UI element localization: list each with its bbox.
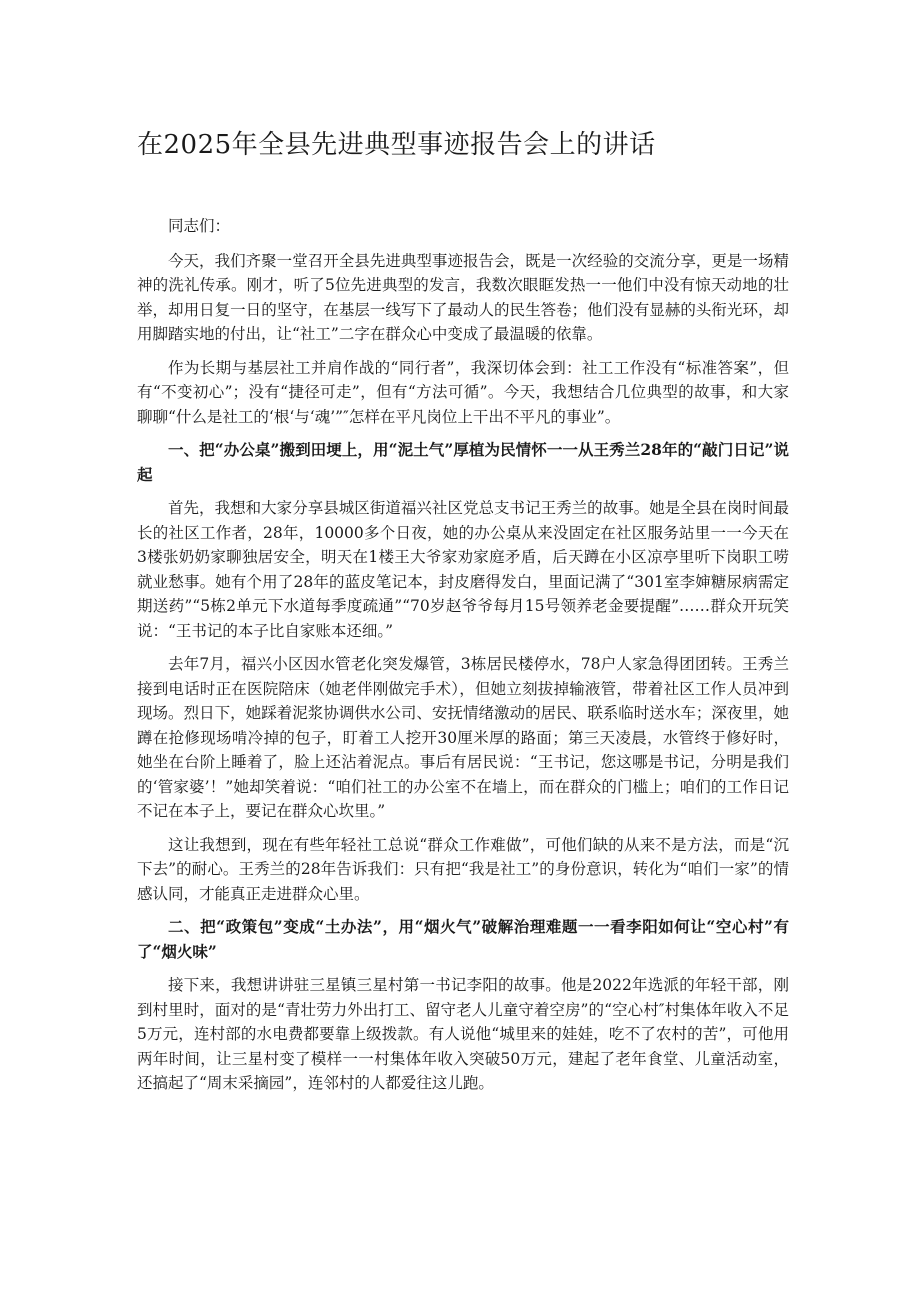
salutation: 同志们： [168, 217, 231, 235]
body-paragraph: 这让我想到，现在有些年轻社工总说“群众工作难做”，可他们缺的从来不是方法，而是“沉下去”的耐心。王秀兰的28年告诉我们：只有把“我是社工”的身份意识，转化为“咱们一家”的情感认同，才能真正走进群众心里。 [137, 835, 789, 903]
document-body [137, 214, 789, 1105]
body-paragraph: 首先，我想和大家分享县城区街道福兴社区党总支书记王秀兰的故事。她是全县在岗时间最长的社区工作者，28年，10000多个日夜，她的办公桌从来没固定在社区服务站里一一今天在3楼张奶奶家聊独居安全，明天在1楼王大爷家劝家庭矛盾，后天蹲在小区凉亭里听下岗职工唠就业愁事。她有个用了28年的蓝皮笔记本，封皮磨得发白，里面记满了“301室李婶糖尿病需定期送药”“5栋2单元下水道每季度疏通”“70岁赵爷爷每月15号领养老金要提醒”……群众开玩笑说：“王书记的本子比自家账本还细。” [137, 499, 789, 640]
body-paragraph: 接下来，我想讲讲驻三星镇三星村第一书记李阳的故事。他是2022年选派的年轻干部，刚到村里时，面对的是“青壮劳力外出打工、留守老人儿童守着空房”的“空心村″村集体年收入不足5万元，连村部的水电费都要靠上级拨款。有人说他“城里来的娃娃，吃不了农村的苦”，可他用两年时间，让三星村变了模样一一村集体年收入突破50万元，建起了老年食堂、儿童活动室，还搞起了“周末采摘园”，连邻村的人都爱往这儿跑。 [137, 976, 789, 1092]
document-title: 在2025年全县先进典型事迹报告会上的讲话 [137, 130, 656, 160]
body-paragraph: 去年7月，福兴小区因水管老化突发爆管，3栋居民楼停水，78户人家急得团团转。王秀兰接到电话时正在医院陪床（她老伴刚做完手术），但她立刻拔掉输液管，带着社区工作人员冲到现场。烈日下，她踩着泥浆协调供水公司、安抚情绪激动的居民、联系临时送水车；深夜里，她蹲在抢修现场啃冷掉的包子，盯着工人挖开30厘米厚的路面；第三天凌晨，水管终于修好时，她坐在台阶上睡着了，脸上还沾着泥点。事后有居民说：“王书记，您这哪是书记，分明是我们的‘管家婆’！”她却笑着说：“咱们社工的办公室不在墙上，而在群众的门槛上；咱们的工作日记不记在本子上，要记在群众心坎里。” [137, 655, 789, 820]
intro-paragraph: 今天，我们齐聚一堂召开全县先进典型事迹报告会，既是一次经验的交流分享，更是一场精神的洗礼传承。刚才，听了5位先进典型的发言，我数次眼眶发热一一他们中没有惊天动地的壮举，却用日复一日的坚守，在基层一线写下了最动人的民生答卷；他们没有显赫的头衔光环，却用脚踏实地的付出，让“社工”二字在群众心中变成了最温暖的依靠。 [137, 251, 789, 343]
section-heading: 二、把“政策包”变成“土办法”，用“烟火气”破解治理难题一一看李阳如何让“空心村”有了“烟火味” [137, 917, 789, 961]
section-heading: 一、把“办公桌”搬到田埂上，用“泥土气”厚植为民情怀一一从王秀兰28年的“敲门日记”说起 [137, 440, 789, 484]
intro-paragraph: 作为长期与基层社工并肩作战的“同行者”，我深切体会到：社工工作没有“标准答案”，但有“不变初心”；没有“捷径可走”，但有“方法可循”。今天，我想结合几位典型的故事，和大家聊聊“什么是社工的‘根‘与‘魂’”″怎样在平凡岗位上干出不平凡的事业”。 [137, 358, 789, 426]
